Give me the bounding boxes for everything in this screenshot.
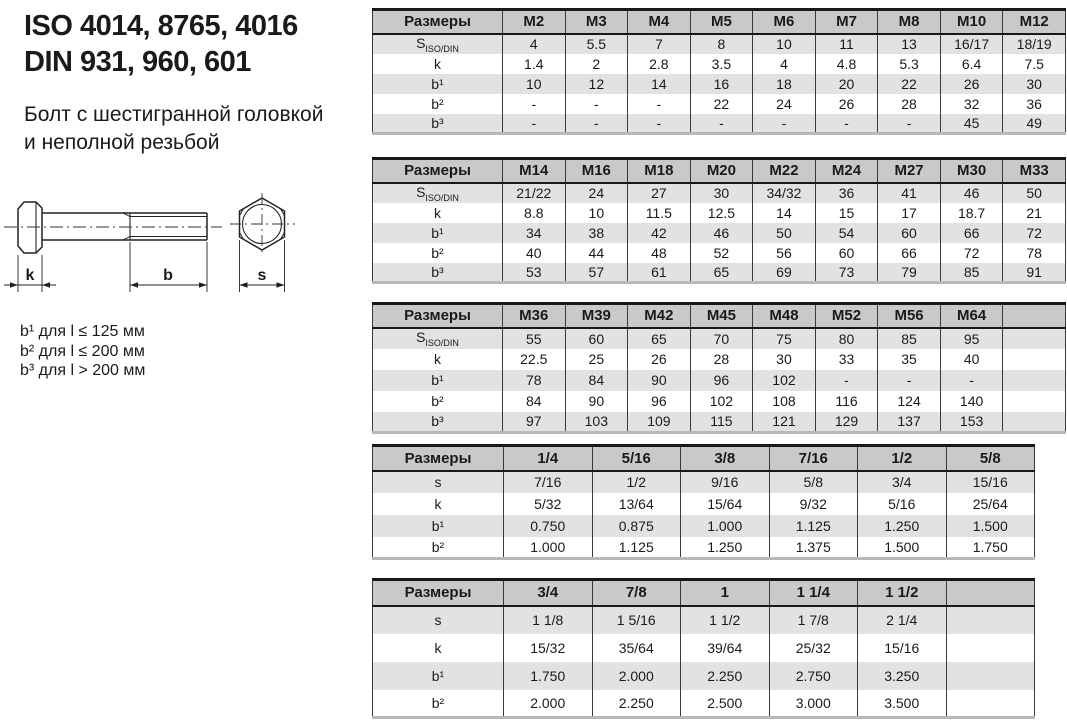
empty-cell	[946, 690, 1035, 718]
size-column-header: 1 1/2	[858, 580, 947, 606]
value-cell: 65	[628, 328, 691, 349]
row-label: b²	[373, 391, 503, 412]
table-row	[373, 471, 1035, 493]
empty-cell	[946, 634, 1035, 662]
value-cell: 3.000	[769, 690, 858, 718]
note-b1: b¹ для l ≤ 125 мм	[20, 323, 145, 340]
value-cell: 30	[753, 349, 816, 370]
empty-cell	[1003, 391, 1066, 412]
dimension-label-s: s	[257, 267, 267, 284]
value-cell: 16/17	[940, 34, 1003, 54]
value-cell: -	[878, 114, 941, 134]
value-cell: 69	[753, 263, 816, 283]
value-cell: 109	[628, 412, 691, 433]
value-cell: 1.750	[504, 662, 593, 690]
row-label: b¹	[373, 515, 504, 537]
value-cell: 60	[878, 223, 941, 243]
size-column-header: M64	[940, 304, 1003, 328]
value-cell: 79	[878, 263, 941, 283]
value-cell: 42	[628, 223, 691, 243]
value-cell: 56	[753, 243, 816, 263]
value-cell: 72	[940, 243, 1003, 263]
row-label: b³	[373, 114, 503, 134]
value-cell: 85	[878, 328, 941, 349]
value-cell: 61	[628, 263, 691, 283]
value-cell: 54	[815, 223, 878, 243]
value-cell: 25	[565, 349, 628, 370]
value-cell: 10	[503, 74, 566, 94]
value-cell: 1.500	[946, 515, 1035, 537]
value-cell: 46	[940, 183, 1003, 203]
size-column-header: 1/2	[858, 446, 947, 471]
value-cell: -	[753, 114, 816, 134]
value-cell: 15	[815, 203, 878, 223]
size-column-header: 7/8	[592, 580, 681, 606]
standards-title-iso: ISO 4014, 8765, 4016	[24, 10, 298, 42]
value-cell: 90	[628, 370, 691, 391]
value-cell: 1.4	[503, 54, 566, 74]
value-cell: 52	[690, 243, 753, 263]
value-cell: -	[503, 114, 566, 134]
product-description-line1: Болт с шестигранной головкой	[24, 103, 324, 126]
table-row	[373, 370, 1066, 391]
table-row	[373, 54, 1066, 74]
size-column-header: M14	[503, 159, 566, 183]
value-cell: 22	[690, 94, 753, 114]
table-row	[373, 606, 1035, 634]
product-description	[24, 101, 369, 157]
value-cell: 11	[815, 34, 878, 54]
value-cell: 1.125	[592, 537, 681, 559]
value-cell: 27	[628, 183, 691, 203]
size-column-header: M16	[565, 159, 628, 183]
value-cell: 5/8	[769, 471, 858, 493]
value-cell: 10	[565, 203, 628, 223]
value-cell: 12	[565, 74, 628, 94]
value-cell: 1 5/16	[592, 606, 681, 634]
value-cell: 72	[1003, 223, 1066, 243]
table-row	[373, 243, 1066, 263]
value-cell: 137	[878, 412, 941, 433]
size-column-header: M30	[940, 159, 1003, 183]
value-cell: 3/4	[858, 471, 947, 493]
value-cell: 91	[1003, 263, 1066, 283]
value-cell: -	[815, 370, 878, 391]
value-cell: 5.5	[565, 34, 628, 54]
value-cell: 1 1/2	[681, 606, 770, 634]
value-cell: 70	[690, 328, 753, 349]
value-cell: -	[878, 370, 941, 391]
value-cell: 4	[503, 34, 566, 54]
empty-cell	[946, 606, 1035, 634]
value-cell: 78	[503, 370, 566, 391]
value-cell: 103	[565, 412, 628, 433]
value-cell: 40	[940, 349, 1003, 370]
table-row	[373, 34, 1066, 54]
value-cell: 96	[690, 370, 753, 391]
value-cell: 18	[753, 74, 816, 94]
value-cell: 1 1/8	[504, 606, 593, 634]
size-column-header: M24	[815, 159, 878, 183]
value-cell: 97	[503, 412, 566, 433]
value-cell: 84	[565, 370, 628, 391]
value-cell: 2.000	[592, 662, 681, 690]
table-row	[373, 662, 1035, 690]
value-cell: 12.5	[690, 203, 753, 223]
table-row	[373, 391, 1066, 412]
table-row	[373, 690, 1035, 718]
value-cell: 5.3	[878, 54, 941, 74]
row-label: s	[373, 471, 504, 493]
size-column-header: M5	[690, 10, 753, 34]
length-notes	[20, 322, 145, 381]
value-cell: 66	[878, 243, 941, 263]
empty-cell	[1003, 412, 1066, 433]
row-label: k	[373, 349, 503, 370]
value-cell: 13/64	[592, 493, 681, 515]
table-corner-header: Размеры	[373, 10, 503, 34]
value-cell: 38	[565, 223, 628, 243]
value-cell: 80	[815, 328, 878, 349]
table-metric-m36-m64	[372, 302, 1066, 434]
value-cell: 108	[753, 391, 816, 412]
value-cell: 116	[815, 391, 878, 412]
size-column-header: 7/16	[769, 446, 858, 471]
size-column-header: 3/8	[681, 446, 770, 471]
table-row	[373, 263, 1066, 283]
value-cell: 50	[1003, 183, 1066, 203]
table-metric-m14-m33	[372, 157, 1066, 284]
value-cell: 21	[1003, 203, 1066, 223]
value-cell: 17	[878, 203, 941, 223]
size-column-header: M52	[815, 304, 878, 328]
value-cell: 41	[878, 183, 941, 203]
value-cell: 96	[628, 391, 691, 412]
size-column-header: 1/4	[504, 446, 593, 471]
value-cell: 1.000	[681, 515, 770, 537]
value-cell: 65	[690, 263, 753, 283]
table-row	[373, 515, 1035, 537]
value-cell: 4	[753, 54, 816, 74]
row-label: b²	[373, 94, 503, 114]
row-label: $S_{ISO/DIN}$	[373, 183, 503, 203]
size-column-header: 5/8	[946, 446, 1035, 471]
size-column-header: M6	[753, 10, 816, 34]
value-cell: 44	[565, 243, 628, 263]
value-cell: -	[940, 370, 1003, 391]
value-cell: 26	[815, 94, 878, 114]
value-cell: 15/16	[946, 471, 1035, 493]
empty-cell	[1003, 328, 1066, 349]
value-cell: 3.5	[690, 54, 753, 74]
table-row	[373, 74, 1066, 94]
value-cell: -	[628, 114, 691, 134]
empty-cell	[1003, 370, 1066, 391]
dimension-label-k: k	[25, 267, 35, 284]
size-column-header: M4	[628, 10, 691, 34]
value-cell: 49	[1003, 114, 1066, 134]
value-cell: 32	[940, 94, 1003, 114]
table-corner-header: Размеры	[373, 159, 503, 183]
value-cell: 95	[940, 328, 1003, 349]
table-row	[373, 537, 1035, 559]
value-cell: 34	[503, 223, 566, 243]
value-cell: 4.8	[815, 54, 878, 74]
value-cell: 18/19	[1003, 34, 1066, 54]
value-cell: 85	[940, 263, 1003, 283]
value-cell: 2.250	[681, 662, 770, 690]
table-row	[373, 493, 1035, 515]
value-cell: 18.7	[940, 203, 1003, 223]
value-cell: 50	[753, 223, 816, 243]
value-cell: -	[565, 94, 628, 114]
value-cell: 7.5	[1003, 54, 1066, 74]
tables-column	[372, 0, 1067, 720]
row-label: b¹	[373, 370, 503, 391]
note-b3: b³ для l > 200 мм	[20, 362, 146, 379]
size-column-header: M18	[628, 159, 691, 183]
row-label: k	[373, 54, 503, 74]
value-cell: 10	[753, 34, 816, 54]
size-column-header: M39	[565, 304, 628, 328]
value-cell: 48	[628, 243, 691, 263]
empty-cell	[946, 662, 1035, 690]
value-cell: 28	[690, 349, 753, 370]
row-label: b¹	[373, 74, 503, 94]
value-cell: 102	[753, 370, 816, 391]
value-cell: 2.250	[592, 690, 681, 718]
value-cell: 60	[565, 328, 628, 349]
value-cell: 2.8	[628, 54, 691, 74]
size-column-header: M2	[503, 10, 566, 34]
size-column-header: M22	[753, 159, 816, 183]
row-label: k	[373, 634, 504, 662]
value-cell: 7/16	[504, 471, 593, 493]
value-cell: 25/64	[946, 493, 1035, 515]
value-cell: 15/16	[858, 634, 947, 662]
table-imperial-quarter-to-fiveeighth	[372, 444, 1035, 560]
table-corner-header: Размеры	[373, 580, 504, 606]
table-row	[373, 183, 1066, 203]
size-column-header: M48	[753, 304, 816, 328]
value-cell: 55	[503, 328, 566, 349]
value-cell: 25/32	[769, 634, 858, 662]
value-cell: 78	[1003, 243, 1066, 263]
row-label: b²	[373, 243, 503, 263]
value-cell: 1.125	[769, 515, 858, 537]
value-cell: 75	[753, 328, 816, 349]
size-column-header: M27	[878, 159, 941, 183]
size-column-header: M20	[690, 159, 753, 183]
value-cell: 40	[503, 243, 566, 263]
value-cell: 6.4	[940, 54, 1003, 74]
value-cell: 11.5	[628, 203, 691, 223]
value-cell: 1.250	[858, 515, 947, 537]
value-cell: 57	[565, 263, 628, 283]
value-cell: 2 1/4	[858, 606, 947, 634]
value-cell: 46	[690, 223, 753, 243]
value-cell: 0.750	[504, 515, 593, 537]
row-label: s	[373, 606, 504, 634]
value-cell: 33	[815, 349, 878, 370]
value-cell: 24	[565, 183, 628, 203]
value-cell: 53	[503, 263, 566, 283]
row-label: b¹	[373, 662, 504, 690]
value-cell: 3.500	[858, 690, 947, 718]
size-column-header: 1	[681, 580, 770, 606]
value-cell: 15/64	[681, 493, 770, 515]
table-row	[373, 634, 1035, 662]
product-description-line2: и неполной резьбой	[24, 131, 220, 154]
size-column-header: M42	[628, 304, 691, 328]
value-cell: 66	[940, 223, 1003, 243]
value-cell: 1.250	[681, 537, 770, 559]
value-cell: 8.8	[503, 203, 566, 223]
value-cell: 2.750	[769, 662, 858, 690]
value-cell: 8	[690, 34, 753, 54]
table-corner-header: Размеры	[373, 304, 503, 328]
row-label: b²	[373, 690, 504, 718]
value-cell: 36	[1003, 94, 1066, 114]
note-b2: b² для l ≤ 200 мм	[20, 342, 145, 360]
row-label: $S_{ISO/DIN}$	[373, 328, 503, 349]
table-row	[373, 412, 1066, 433]
value-cell: 36	[815, 183, 878, 203]
empty-column-header	[1003, 304, 1066, 328]
value-cell: 45	[940, 114, 1003, 134]
value-cell: -	[503, 94, 566, 114]
value-cell: -	[690, 114, 753, 134]
value-cell: 20	[815, 74, 878, 94]
value-cell: 60	[815, 243, 878, 263]
value-cell: 30	[690, 183, 753, 203]
left-column	[24, 8, 369, 157]
value-cell: 129	[815, 412, 878, 433]
value-cell: 16	[690, 74, 753, 94]
value-cell: -	[628, 94, 691, 114]
value-cell: 34/32	[753, 183, 816, 203]
value-cell: 124	[878, 391, 941, 412]
row-label: k	[373, 493, 504, 515]
value-cell: 5/32	[504, 493, 593, 515]
size-column-header: M10	[940, 10, 1003, 34]
size-column-header: 1 1/4	[769, 580, 858, 606]
value-cell: 13	[878, 34, 941, 54]
value-cell: 22	[878, 74, 941, 94]
row-label: b³	[373, 412, 503, 433]
table-metric-m2-m12	[372, 8, 1066, 135]
size-column-header: M7	[815, 10, 878, 34]
value-cell: 140	[940, 391, 1003, 412]
size-column-header: M56	[878, 304, 941, 328]
value-cell: 28	[878, 94, 941, 114]
value-cell: 9/32	[769, 493, 858, 515]
empty-column-header	[946, 580, 1035, 606]
value-cell: 7	[628, 34, 691, 54]
value-cell: 2.500	[681, 690, 770, 718]
value-cell: 39/64	[681, 634, 770, 662]
row-label: b³	[373, 263, 503, 283]
empty-cell	[1003, 349, 1066, 370]
size-column-header: 3/4	[504, 580, 593, 606]
value-cell: 2.000	[504, 690, 593, 718]
value-cell: 1.750	[946, 537, 1035, 559]
value-cell: 1 7/8	[769, 606, 858, 634]
value-cell: 1/2	[592, 471, 681, 493]
size-column-header: M12	[1003, 10, 1066, 34]
size-column-header: M33	[1003, 159, 1066, 183]
value-cell: 5/16	[858, 493, 947, 515]
dimension-s	[240, 240, 285, 292]
value-cell: 73	[815, 263, 878, 283]
table-row	[373, 223, 1066, 243]
table-row	[373, 114, 1066, 134]
value-cell: 1.000	[504, 537, 593, 559]
table-row	[373, 349, 1066, 370]
value-cell: 9/16	[681, 471, 770, 493]
size-column-header: M8	[878, 10, 941, 34]
value-cell: 1.375	[769, 537, 858, 559]
table-row	[373, 328, 1066, 349]
bolt-technical-drawing	[0, 185, 320, 320]
value-cell: 102	[690, 391, 753, 412]
value-cell: 35	[878, 349, 941, 370]
value-cell: 121	[753, 412, 816, 433]
value-cell: 35/64	[592, 634, 681, 662]
row-label: k	[373, 203, 503, 223]
bolt-side-view	[18, 202, 207, 253]
value-cell: 115	[690, 412, 753, 433]
value-cell: 24	[753, 94, 816, 114]
value-cell: 15/32	[504, 634, 593, 662]
table-row	[373, 94, 1066, 114]
table-corner-header: Размеры	[373, 446, 504, 471]
value-cell: -	[815, 114, 878, 134]
table-row	[373, 203, 1066, 223]
row-label: b²	[373, 537, 504, 559]
value-cell: 84	[503, 391, 566, 412]
value-cell: 153	[940, 412, 1003, 433]
value-cell: 90	[565, 391, 628, 412]
value-cell: 14	[628, 74, 691, 94]
table-imperial-threequarter-to-oneandhalf	[372, 578, 1035, 719]
dimension-label-b: b	[163, 267, 173, 284]
value-cell: 3.250	[858, 662, 947, 690]
standards-title-din: DIN 931, 960, 601	[24, 46, 251, 78]
size-column-header: M3	[565, 10, 628, 34]
value-cell: 30	[1003, 74, 1066, 94]
row-label: $S_{ISO/DIN}$	[373, 34, 503, 54]
value-cell: 1.500	[858, 537, 947, 559]
value-cell: 21/22	[503, 183, 566, 203]
size-column-header: M36	[503, 304, 566, 328]
value-cell: 26	[940, 74, 1003, 94]
value-cell: 22.5	[503, 349, 566, 370]
value-cell: 26	[628, 349, 691, 370]
value-cell: -	[565, 114, 628, 134]
size-column-header: 5/16	[592, 446, 681, 471]
row-label: b¹	[373, 223, 503, 243]
size-column-header: M45	[690, 304, 753, 328]
value-cell: 14	[753, 203, 816, 223]
value-cell: 2	[565, 54, 628, 74]
value-cell: 0.875	[592, 515, 681, 537]
